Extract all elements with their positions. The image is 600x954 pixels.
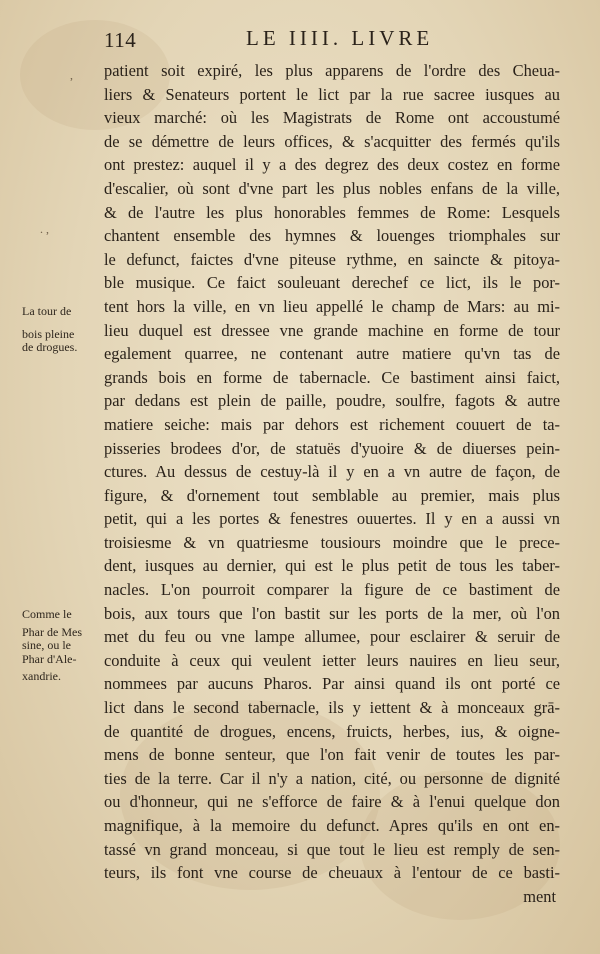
text-line: tassé vn grand monceau, si que tout le lieu est remply de sen- xyxy=(104,839,560,859)
margin-note-line: Comme le xyxy=(22,607,72,621)
text-line: conduite à ceux qui veulent ietter leurs nauires en lieu seur, xyxy=(104,650,560,670)
text-line: liers & Senateurs portent le lict par la rue sacree iusques au xyxy=(104,84,560,104)
text-line: par dedans est plein de paille, poudre, soulfre, fagots & autre xyxy=(104,391,560,411)
text-line: le defunct, faictes d'vne piteuse rythme, en saincte & pitoya- xyxy=(104,249,560,269)
text-line: egalement quarree, ne contenant autre matiere qu'vn tas de xyxy=(104,344,560,364)
margin-note-line: La tour de xyxy=(22,304,72,318)
text-line: ctures. Au dessus de cestuy-là il y en a vn autre de façon, de xyxy=(104,462,560,482)
text-line: matiere seiche: mais par dehors est richement couuert de ta- xyxy=(104,414,560,434)
text-line: petit, qui a les portes & fenestres ouuertes. Il y en a aussi vn xyxy=(104,509,560,529)
running-title: LE IIII. LIVRE xyxy=(246,26,434,50)
margin-note-line: Phar de Mes xyxy=(22,624,82,639)
margin-speck: , xyxy=(70,68,73,82)
text-line: grands bois en forme de tabernacle. Ce bastiment ainsi faict, xyxy=(104,367,560,387)
text-line: lict dans le second tabernacle, ils y iettent & à monceaux grā- xyxy=(104,698,560,718)
text-line: ont prestez: auquel il y a des degrez des deux costez en forme xyxy=(104,155,560,175)
text-line: d'escalier, où sont d'vne part les plus nobles enfans de la ville, xyxy=(104,178,560,198)
margin-note-line: de drogues. xyxy=(22,340,78,354)
text-line: de se démettre de leurs offices, & s'acquitter des fermés qu'ils xyxy=(104,131,560,151)
text-line: nacles. L'on pourroit comparer la figure de ce bastiment de xyxy=(104,580,560,600)
text-line: de quantité de drogues, encens, fruicts, herbes, ius, & oigne- xyxy=(104,721,560,741)
text-line: met du feu ou vne lampe allumee, pour esclairer & seruir de xyxy=(104,627,560,647)
text-line: mens de bonne senteur, que l'on fait venir de toutes les par- xyxy=(104,745,560,765)
text-line: ble musique. Ce faict souleuant derechef ce lict, ils le por- xyxy=(104,273,560,293)
body-text xyxy=(104,59,560,908)
text-line: tent hors la ville, en vn lieu appellé le champ de Mars: au mi- xyxy=(104,296,560,316)
text-line: teurs, ils font vne course de cheuaux à l'entour de ce basti- xyxy=(104,863,560,883)
text-line: pisseries brodees d'or, de statuës d'yuoire & de diuerses pein- xyxy=(104,438,560,458)
text-line: chantent ensemble des hymnes & louenges triomphales sur xyxy=(104,226,560,246)
text-line: figure, & d'ornement tout semblable au premier, mais plus xyxy=(104,485,560,505)
page-header xyxy=(0,26,600,54)
text-line: dent, iusques au dernier, qui est le plus petit de tous les taber- xyxy=(104,556,560,576)
margin-note-tower xyxy=(22,305,100,355)
margin-note-line: Phar d'Ale- xyxy=(22,651,77,666)
text-line: nommees par aucuns Pharos. Par ainsi quand ils ont porté ce xyxy=(104,674,560,694)
text-line: vieux marché: où les Magistrats de Rome ont accoustumé xyxy=(104,108,560,128)
text-line: magnifique, à la memoire du defunct. Apres qu'ils en ont en- xyxy=(104,816,560,835)
page-number: 114 xyxy=(104,28,137,52)
text-line: ou d'honneur, qui ne s'efforce de faire & à l'enui quelque don xyxy=(104,792,560,812)
margin-note-line: sine, ou le xyxy=(22,638,71,652)
text-line: ties de la terre. Car il n'y a nation, cité, ou personne de dignité xyxy=(104,768,560,788)
text-line: patient soit expiré, les plus apparens de l'ordre des Cheua- xyxy=(104,61,560,80)
catchword: ment xyxy=(523,886,556,906)
margin-speck: . , xyxy=(40,222,49,236)
margin-note-pharos xyxy=(22,608,100,684)
text-line: & de l'autre les plus honorables femmes de Rome: Lesquels xyxy=(104,202,560,222)
margin-note-line: xandrie. xyxy=(22,669,61,683)
text-line: lieu duquel est dressee vne grande machine en forme de tour xyxy=(104,320,560,340)
text-line: troisiesme & vn quatriesme tousiours moindre que le prece- xyxy=(104,532,560,552)
text-line: bois, aux tours que l'on bastit sur les ports de la mer, où l'on xyxy=(104,603,560,623)
margin-note-line: bois pleine xyxy=(22,326,75,341)
